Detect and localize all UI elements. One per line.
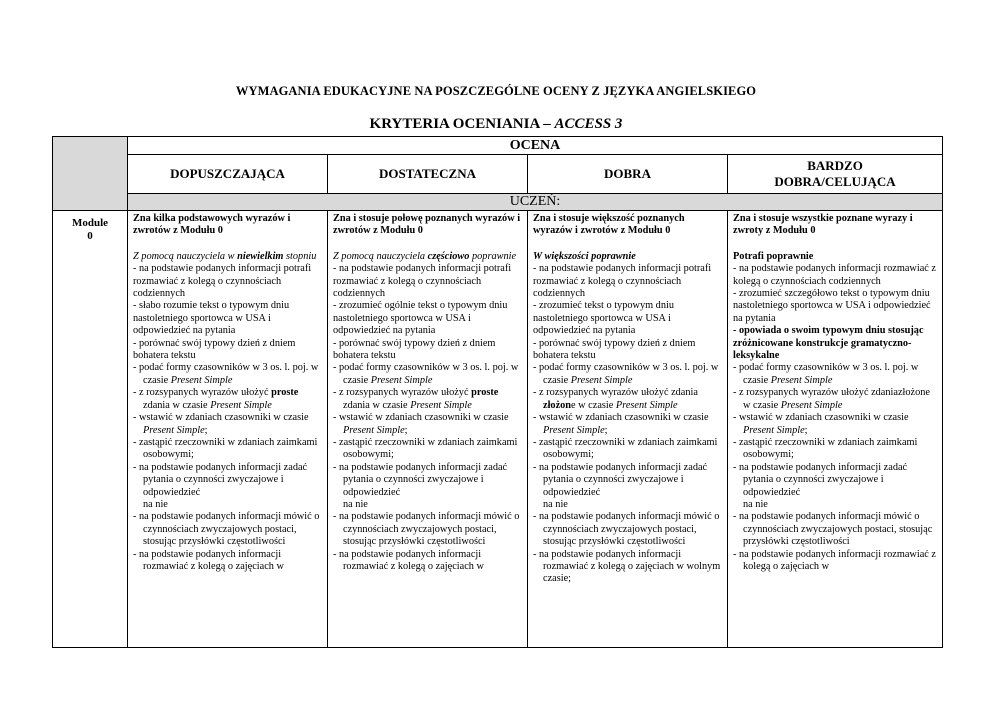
tense-name: Present Simple [210, 399, 272, 411]
tense-name: Present Simple [170, 374, 233, 386]
bullet-text: e w czasie [571, 399, 616, 411]
tense-name: Present Simple [570, 374, 633, 386]
cell-heading: Zna kilka podstawowych wyrazów i zwrotów z Modułu 0 [133, 213, 291, 237]
bullet-text: ; [804, 424, 808, 436]
module-label [53, 211, 128, 648]
criterion-bullet [133, 387, 323, 412]
bullet-text: - wstawić w zdaniach czasowniki w czasie [733, 412, 909, 424]
intro-part: W [533, 250, 545, 262]
cell-intro [533, 251, 723, 263]
grade-bardzo-line2: DOBRA/CELUJĄCA [774, 174, 896, 189]
grade-bardzo-line1: BARDZO [807, 158, 863, 173]
criterion-bullet [333, 387, 523, 412]
cell-intro: Potrafi poprawnie [733, 250, 814, 262]
bullet-text: zdania w czasie [143, 399, 211, 411]
criterion-bullet [733, 387, 938, 412]
criterion-item: - na podstawie podanych informacji potrafi rozmawiać z kolegą o czynnościach codziennych [333, 263, 512, 300]
criterion-bullet: - na podstawie podanych informacji zadać pytania o czynności zwyczajowe i odpowiedzieć [333, 461, 508, 498]
bullet-text: - wstawić w zdaniach czasowniki w czasie [333, 412, 509, 424]
corner-cell [53, 137, 128, 211]
module-line1: Module [71, 217, 109, 229]
cell-intro [333, 251, 523, 263]
bullet-text: ; [604, 424, 608, 436]
criterion-item: - porównać swój typowy dzień z dniem bohatera tekstu [333, 337, 496, 362]
intro-part: Z pomocą nauczyciela w [133, 250, 238, 262]
tense-name: Present Simple [615, 399, 678, 411]
intro-emphasis: częściowo [427, 250, 470, 262]
criterion-item: - na podstawie podanych informacji rozmawiać z kolegą o czynnościach codziennych [733, 263, 936, 287]
criterion-bullet: - zastąpić rzeczowniki w zdaniach zaimkami osobowymi; [533, 436, 718, 461]
bullet-text: - z rozsypanych wyrazów ułożyć zdania [533, 387, 698, 399]
criterion-bullet [733, 412, 938, 437]
criterion-bullet: - na podstawie podanych informacji zadać pytania o czynności zwyczajowe i odpowiedzieć [133, 461, 308, 498]
criterion-bullet [133, 362, 323, 387]
subtitle-main: KRYTERIA OCENIANIA – [369, 116, 555, 132]
criterion-bullet [533, 362, 723, 387]
grade-dobra: DOBRA [528, 155, 728, 194]
tense-name: Present Simple [143, 424, 205, 436]
criterion-item: - opowiada o swoim typowym dniu stosując zróżnicowane konstrukcje gramatyczno-leksykalne [733, 325, 924, 362]
bullet-continuation: na nie [743, 498, 768, 510]
bullet-text: - z rozsypanych wyrazów ułożyć [133, 387, 272, 399]
criterion-bullet: - zastąpić rzeczowniki w zdaniach zaimkami osobowymi; [733, 436, 918, 461]
document-subtitle [0, 116, 992, 133]
subtitle-book: ACCESS 3 [554, 116, 623, 132]
criteria-table [52, 136, 943, 648]
intro-part: stopniu [283, 250, 317, 262]
intro-part: poprawnie [469, 250, 517, 262]
criterion-bullet: - zastąpić rzeczowniki w zdaniach zaimkami osobowymi; [333, 436, 518, 461]
grade-dostateczna: DOSTATECZNA [328, 155, 528, 194]
bullet-text: - podać formy czasowników w 3 os. l. poj. w czasie [533, 362, 719, 386]
criterion-item: - słabo rozumie tekst o typowym dniu nastoletniego sportowca w USA i odpowiedzieć na pytania [133, 300, 290, 337]
criterion-bullet: - na podstawie podanych informacji rozmawiać z kolegą o zajęciach w [733, 548, 936, 572]
intro-emphasis: większości poprawnie [544, 250, 636, 262]
tense-name: Present Simple [343, 424, 405, 436]
criterion-item: - porównać swój typowy dzień z dniem bohatera tekstu [533, 337, 696, 362]
criterion-item: - zrozumieć szczegółowo tekst o typowym dniu nastoletniego sportowca w USA i odpowiedzieć na pytania [733, 288, 931, 324]
criterion-bullet: - na podstawie podanych informacji rozmawiać z kolegą o zajęciach w [133, 548, 284, 572]
criterion-bullet [333, 412, 523, 437]
cell-intro [133, 251, 323, 263]
grade-bardzo-dobra [728, 155, 943, 194]
cell-heading: Zna i stosuje połowę poznanych wyrazów i zwrotów z Modułu 0 [333, 213, 521, 237]
tense-name: Present Simple [770, 374, 833, 386]
bullet-text: - z rozsypanych wyrazów ułożyć [333, 387, 472, 399]
criterion-bullet: - na podstawie podanych informacji mówić o czynnościach zwyczajowych postaci, stosując przysłówki częstotliwości [533, 511, 720, 548]
bullet-text: - podać formy czasowników w 3 os. l. poj. w czasie [133, 362, 319, 386]
criterion-bullet: - na podstawie podanych informacji rozmawiać z kolegą o zajęciach w wolnym czasie; [533, 548, 721, 585]
criterion-bullet: - na podstawie podanych informacji mówić o czynnościach zwyczajowych postaci, stosując przysłówki częstotliwości [333, 511, 520, 548]
criterion-item: - na podstawie podanych informacji potrafi rozmawiać z kolegą o czynnościach codziennych [133, 263, 312, 300]
criterion-item: - zrozumieć tekst o typowym dniu nastoletniego sportowca w USA i odpowiedzieć na pytania [533, 300, 674, 337]
bullet-continuation: na nie [543, 498, 568, 510]
cell-heading: Zna i stosuje wszystkie poznane wyrazy i zwroty z Modułu 0 [733, 213, 913, 237]
criterion-bullet: - na podstawie podanych informacji zadać pytania o czynności zwyczajowe i odpowiedzieć [733, 461, 908, 498]
criterion-bullet [533, 412, 723, 437]
bullet-emphasis: złożon [543, 399, 572, 411]
intro-part: Z pomocą nauczyciela [333, 250, 428, 262]
document-title: WYMAGANIA EDUKACYJNE NA POSZCZEGÓLNE OCENY Z JĘZYKA ANGIELSKIEGO [235, 84, 757, 98]
intro-emphasis: niewielkim [237, 250, 284, 262]
criterion-bullet [133, 412, 323, 437]
bullet-text: - podać formy czasowników w 3 os. l. poj. w czasie [733, 362, 919, 386]
bullet-text: ; [204, 424, 208, 436]
criterion-bullet [733, 362, 938, 387]
criterion-bullet: - na podstawie podanych informacji mówić o czynnościach zwyczajowych postaci, stosując przysłówki częstotliwości [133, 511, 320, 548]
bullet-text: zdania w czasie [343, 399, 411, 411]
criterion-bullet: - na podstawie podanych informacji rozmawiać z kolegą o zajęciach w [333, 548, 484, 572]
grade-dopuszczajaca: DOPUSZCZAJĄCA [128, 155, 328, 194]
criterion-bullet: - na podstawie podanych informacji mówić o czynnościach zwyczajowych postaci, stosując przysłówki częstotliwości [733, 511, 933, 548]
criteria-cell-dopuszczajaca [128, 211, 328, 648]
tense-name: Present Simple [743, 424, 805, 436]
tense-name: Present Simple [543, 424, 605, 436]
bullet-text: ; [404, 424, 408, 436]
bullet-emphasis: proste [471, 387, 499, 399]
bullet-emphasis: proste [271, 387, 299, 399]
uczen-header: UCZEŃ: [128, 194, 943, 211]
criteria-cell-dobra [528, 211, 728, 648]
ocena-header: OCENA [128, 137, 943, 155]
bullet-text: - z rozsypanych wyrazów ułożyć zdaniazłożone w czasie [733, 387, 930, 411]
bullet-text: - wstawić w zdaniach czasowniki w czasie [133, 412, 309, 424]
tense-name: Present Simple [410, 399, 472, 411]
criterion-bullet: - na podstawie podanych informacji zadać pytania o czynności zwyczajowe i odpowiedzieć [533, 461, 708, 498]
module-number: 0 [87, 230, 93, 242]
tense-name: Present Simple [780, 399, 843, 411]
criterion-item: - porównać swój typowy dzień z dniem bohatera tekstu [133, 337, 296, 362]
criterion-item: - zrozumieć ogólnie tekst o typowym dniu nastoletniego sportowca w USA i odpowiedzieć na pytania [333, 300, 508, 337]
criterion-bullet [333, 362, 523, 387]
tense-name: Present Simple [370, 374, 433, 386]
bullet-text: - podać formy czasowników w 3 os. l. poj. w czasie [333, 362, 519, 386]
criterion-bullet [533, 387, 723, 412]
bullet-text: - wstawić w zdaniach czasowniki w czasie [533, 412, 709, 424]
criteria-cell-bardzo-dobra [728, 211, 943, 648]
criteria-cell-dostateczna [328, 211, 528, 648]
bullet-continuation: na nie [343, 498, 368, 510]
cell-heading: Zna i stosuje większość poznanych wyrazów i zwrotów z Modułu 0 [533, 213, 685, 237]
criterion-bullet: - zastąpić rzeczowniki w zdaniach zaimkami osobowymi; [133, 436, 318, 461]
bullet-continuation: na nie [143, 498, 168, 510]
criterion-item: - na podstawie podanych informacji potrafi rozmawiać z kolegą o czynnościach codziennych [533, 263, 712, 300]
